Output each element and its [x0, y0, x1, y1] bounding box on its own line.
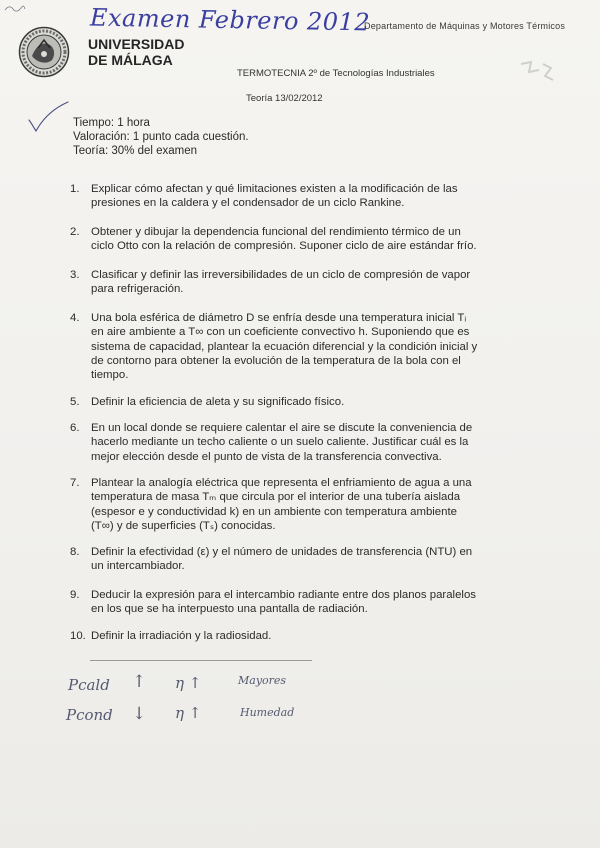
question-line: un intercambiador. [91, 560, 185, 573]
question-line: En un local donde se requiere calentar el aire se discute la conveniencia de [91, 422, 473, 434]
question-item [70, 311, 510, 382]
course-title: TERMOTECNIA 2º de Tecnologías Industriales [237, 68, 435, 79]
note-eta-up-2: η ↑ [175, 704, 202, 722]
question-line: presiones en la caldera y el condensador de un ciclo Rankine. [91, 197, 405, 210]
handwritten-notes [60, 668, 360, 738]
department-name: Departamento de Máquinas y Motores Térmicos [364, 21, 566, 31]
question-item [70, 225, 510, 254]
question-line: para refrigeración. [91, 283, 184, 296]
question-line: Definir la efectividad (ε) y el número de unidades de transferencia (NTU) en [91, 546, 473, 558]
grading-rule: Valoración: 1 punto cada cuestión. [73, 131, 249, 143]
question-number: 3. [70, 269, 80, 281]
note-pcond: Pcond [66, 706, 113, 724]
university-seal-logo [18, 26, 70, 78]
question-line: temperatura de masa Tₘ que circula por el interior de una tubería aislada [91, 491, 461, 504]
question-number: 6. [70, 422, 80, 434]
question-number: 4. [70, 312, 80, 324]
question-line: Plantear la analogía eléctrica que representa el enfriamiento de agua a una [91, 477, 472, 489]
question-item [70, 476, 510, 533]
corner-scribble [4, 4, 26, 14]
exam-info [73, 116, 249, 158]
question-line: (T∞) y de superficies (Tₛ) conocidas. [91, 519, 276, 532]
question-item [70, 395, 510, 409]
question-line: Deducir la expresión para el intercambio radiante entre dos planos paralelos [91, 589, 476, 601]
question-line: de contorno para obtener la evolución de la temperatura de la bola con el [91, 354, 461, 367]
divider-line [90, 660, 312, 661]
question-item [70, 268, 510, 297]
question-line: Una bola esférica de diámetro D se enfría desde una temperatura inicial Tᵢ [91, 312, 467, 324]
note-arrow-up-icon: ↑ [132, 672, 147, 692]
university-name [88, 36, 184, 68]
question-item [70, 545, 510, 574]
question-number: 8. [70, 546, 80, 558]
university-name-line2: DE MÁLAGA [88, 52, 173, 68]
note-arrow-down-icon: ↓ [132, 704, 147, 724]
question-number: 5. [70, 396, 80, 408]
note-mayores: Mayores [238, 674, 287, 687]
question-number: 9. [70, 589, 80, 601]
question-line: Explicar cómo afectan y qué limitaciones existen a la modificación de las [91, 183, 458, 195]
question-item [70, 588, 510, 617]
question-line: Obtener y dibujar la dependencia funcional del rendimiento térmico de un [91, 226, 461, 238]
question-line: (espesor e y conductividad k) en un ambiente con temperatura ambiente [91, 505, 457, 518]
question-line: hacerlo mediante un techo caliente o un suelo caliente. Justificar cuál es la [91, 436, 469, 449]
note-humedad: Humedad [240, 706, 295, 719]
exam-date: Teoría 13/02/2012 [246, 93, 323, 104]
question-line: mejor elección desde el punto de vista de la transferencia convectiva. [91, 450, 442, 463]
theory-weight: Teoría: 30% del examen [73, 145, 198, 157]
question-item [70, 629, 510, 643]
time-limit: Tiempo: 1 hora [73, 117, 150, 129]
question-line: sistema de capacidad, plantear la ecuación diferencial y la condición inicial y [91, 340, 478, 353]
question-number: 7. [70, 477, 80, 489]
note-eta-up: η ↑ [175, 674, 202, 692]
note-pcald: Pcald [68, 676, 110, 694]
handwritten-checkmark [26, 100, 70, 134]
question-line: Clasificar y definir las irreversibilidades de un ciclo de compresión de vapor [91, 269, 471, 281]
question-number: 1. [70, 183, 80, 195]
question-line: tiempo. [91, 369, 129, 382]
question-line: Definir la eficiencia de aleta y su significado físico. [91, 396, 345, 408]
question-item [70, 421, 510, 464]
question-item [70, 182, 510, 211]
question-line: en aire ambiente a T∞ con un coeficiente convectivo h. Suponiendo que es [91, 326, 470, 339]
handwritten-exam-title: Examen Febrero 2012 [89, 3, 371, 37]
question-number: 2. [70, 226, 80, 238]
question-line: ciclo Otto con la relación de compresión. Suponer ciclo de aire estándar frío. [91, 240, 477, 253]
question-number: 10. [70, 630, 86, 642]
question-line: en los que se ha interpuesto una pantalla de radiación. [91, 603, 368, 616]
question-line: Definir la irradiación y la radiosidad. [91, 630, 272, 642]
faint-corner-mark [515, 58, 555, 88]
university-name-line1: UNIVERSIDAD [88, 36, 185, 52]
